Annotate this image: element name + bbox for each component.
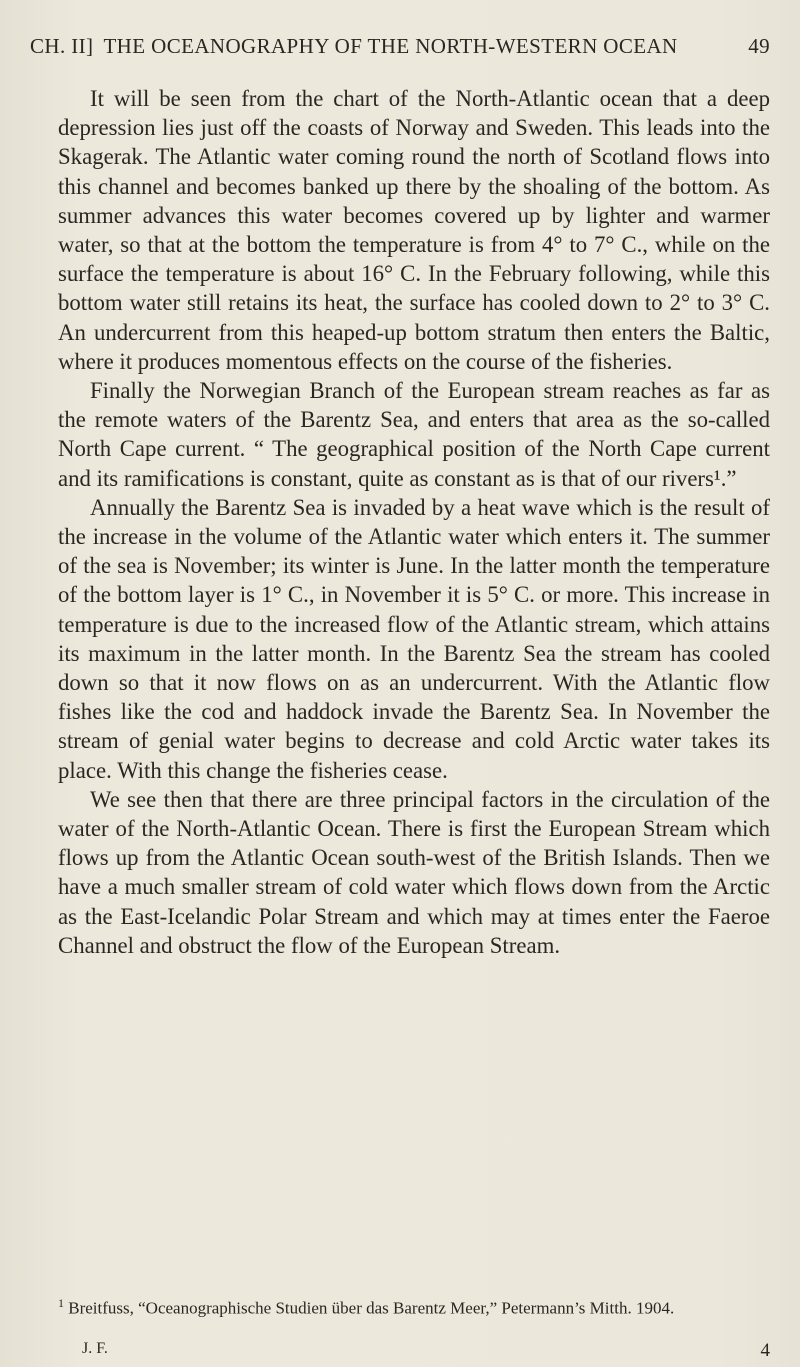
chapter-label: CH. II]	[30, 34, 94, 58]
paragraph: It will be seen from the chart of the North-Atlantic ocean that a deep depression lies just off the coasts of Norway and Sweden. This leads into the Skagerak. The Atlantic water coming round the north of Scotland flows into this channel and becomes banked up there by the shoaling of the bottom. As summer advances this water becomes covered up by lighter and warmer water, so that at the bottom the temperature is from 4° to 7° C., while on the surface the temperature is about 16° C. In the February following, while this bottom water still retains its heat, the surface has cooled down to 2° to 3° C. An undercurrent from this heaped-up bottom stratum then enters the Baltic, where it produces momentous effects on the course of the fisheries.	[58, 86, 770, 374]
footnote	[58, 1292, 770, 1320]
footnote-text: Breitfuss, “Oceanographische Studien über das Barentz Meer,” Petermann’s Mitth. 1904.	[68, 1298, 675, 1318]
paragraph: Annually the Barentz Sea is invaded by a heat wave which is the result of the increase in the volume of the Atlantic water which enters it. The summer of the sea is November; its winter is June. In the latter month the temperature of the bottom layer is 1° C., in November it is 5° C. or more. This increase in temperature is due to the increased flow of the Atlantic stream, which attains its maximum in the latter month. In the Barentz Sea the stream has cooled down so that it now flows on as an undercurrent. With the Atlantic flow fishes like the cod and haddock invade the Barentz Sea. In November the stream of genial water begins to decrease and cold Arctic water takes its place. With this change the fisheries cease.	[58, 494, 770, 783]
page-number: 49	[748, 34, 770, 58]
footnote-marker: 1	[58, 1296, 64, 1310]
sheet-number: 4	[760, 1340, 770, 1361]
printer-signature: J. F.	[82, 1340, 108, 1357]
paragraph: Finally the Norwegian Branch of the European stream reaches as far as the remote waters of the Barentz Sea, and enters that area as the so-called North Cape current. “ The geographical position of the North Cape current and its ramifications is constant, quite as constant as is that of our rivers¹.”	[58, 378, 770, 491]
body-text	[58, 84, 770, 960]
running-header	[30, 34, 770, 64]
page-footer	[82, 1340, 770, 1362]
running-title: THE OCEANOGRAPHY OF THE NORTH-WESTERN OCEAN	[103, 34, 678, 58]
paragraph: We see then that there are three principal factors in the circulation of the water of the North-Atlantic Ocean. There is first the European Stream which flows up from the Atlantic Ocean south-west of the British Islands. Then we have a much smaller stream of cold water which flows down from the Arctic as the East-Icelandic Polar Stream and which may at times enter the Faeroe Channel and obstruct the flow of the European Stream.	[58, 786, 770, 958]
